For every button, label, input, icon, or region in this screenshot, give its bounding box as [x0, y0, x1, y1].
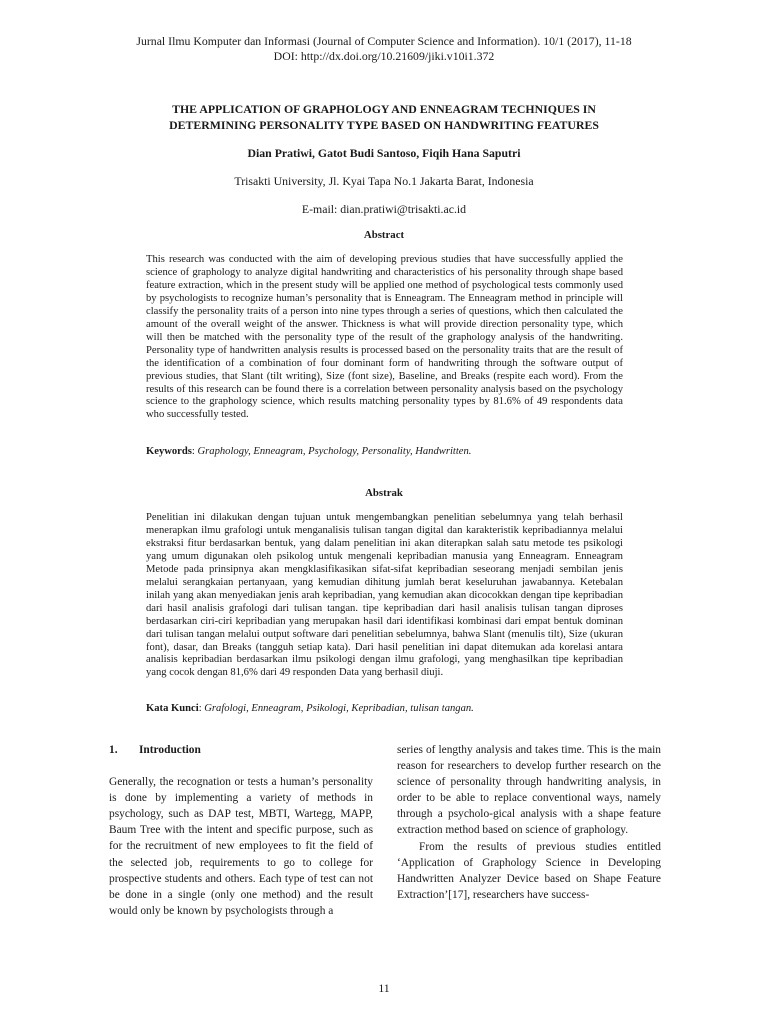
- abstract-text: This research was conducted with the aim of developing previous studies that have successfully applied the science of graphology to analyze digital handwriting and characteristics of his personality through shape based feature extraction, which in the present study will be applied one method of psychological tests commonly used by psychologists to recognize human’s personality that is Enneagram. The Enneagram method in principle will classify the personality traits of a person into nine types through a series of questions, which then calculated the amount of the overall weight of the answer. Thickness is what will provide direction personality type, which will then be matched with the personality type of the result of the graphology analysis of the handwriting. Personality type of handwritten analysis results is processed based on the personality traits that are the result of the identification of a combination of four dominant form of handwriting through the software output of previous studies, that Slant (tilt writing), Size (font size), Baseline, and Breaks (respite each word). From the results of this research can be found there is a correlation between personality analysis based on the psychology science to the graphology science, which results matching personality types by 81.6% of 49 respondents data who successfully tested.: [146, 254, 623, 421]
- running-header: [0, 34, 768, 64]
- intro-paragraph-1: Generally, the recognation or tests a human’s personality is done by implementing a variety of methods in psychology, such as DAP test, MBTI, Wartegg, MAPP, Baum Tree with the intent and specific purpose, such as for the recruitment of new employees to fit the field of the selected job, requirements to go to college for prospective students and others. Each type of test can not be done in a single (only one method) and the result would only be known by psychologists through a: [109, 776, 373, 917]
- title-line-2: DETERMINING PERSONALITY TYPE BASED ON HANDWRITING FEATURES: [169, 118, 599, 132]
- section-number: 1.: [109, 744, 118, 756]
- kata-kunci-label: Kata Kunci: [146, 703, 199, 714]
- paper-title: [120, 101, 648, 133]
- keywords-label: Keywords: [146, 446, 192, 457]
- author-list: Dian Pratiwi, Gatot Budi Santoso, Fiqih Hana Saputri: [247, 146, 521, 160]
- abstrak-keywords: Kata Kunci: Grafologi, Enneagram, Psikologi, Kepribadian, tulisan tangan.: [146, 703, 474, 714]
- abstrak-heading: Abstrak: [365, 487, 403, 499]
- author-email[interactable]: E-mail: dian.pratiwi@trisakti.ac.id: [301, 202, 467, 216]
- intro-paragraph-2: series of lengthy analysis and takes time. This is the main reason for researchers to develop further research on the science of personality through handwriting analysis, in order to be able to replace conventional ways, namely through a psycholo-gical analysis with a shape feature extraction method based on science of graphology.: [397, 744, 661, 837]
- title-line-1: THE APPLICATION OF GRAPHOLOGY AND ENNEAGRAM TECHNIQUES IN: [172, 102, 596, 116]
- right-column: [397, 742, 661, 903]
- section-heading-introduction: [109, 742, 373, 758]
- doi-link[interactable]: DOI: http://dx.doi.org/10.21609/jiki.v10i1.372: [273, 49, 495, 63]
- journal-citation: Jurnal Ilmu Komputer dan Informasi (Journal of Computer Science and Information). 10/1 (2017), 11-18: [136, 34, 632, 48]
- affiliation: Trisakti University, Jl. Kyai Tapa No.1 Jakarta Barat, Indonesia: [234, 174, 534, 188]
- section-title: Introduction: [139, 744, 201, 756]
- intro-paragraph-3: From the results of previous studies entitled ‘Application of Graphology Science in Developing Handwritten Analyzer Device based on Shape Feature Extraction’[17], researchers have success-: [397, 840, 661, 901]
- kata-kunci-list: Grafologi, Enneagram, Psikologi, Kepribadian, tulisan tangan.: [204, 703, 474, 714]
- keywords-list: Graphology, Enneagram, Psychology, Personality, Handwritten.: [197, 446, 472, 457]
- abstrak-text: Penelitian ini dilakukan dengan tujuan untuk mengembangkan penelitian sebelumnya yang telah berhasil menerapkan ilmu grafologi untuk menganalisis tulisan tangan digital dan karakteristik kepribadiannya melalui ekstraksi fitur berdasarkan bentuk, yang dalam penelitian ini akan diterapkan salah satu metode tes psikologi yang umum digunakan oleh psikolog untuk mengenali kepribadian manusia yang Enneagram. Enneagram Metode pada prinsipnya akan mengklasifikasikan sifat-sifat kepribadian seseorang menjadi sembilan jenis melalui serangkaian pertanyaan, yang kemudian dihitung jumlah berat keseluruhan jawabannya. Ketebalan inilah yang akan menyediakan jenis arah kepribadian, yang kemudian akan dicocokkan dengan tipe kepribadian dari hasil analisis grafologi dari tulisan tangan. tipe kepribadian dari hasil analisis tulisan tangan diproses berdasarkan ciri-ciri kepribadian yang merupakan hasil dari identifikasi kombinasi dari empat bentuk dominan dari tulisan tangan melalui output software dari penelitian sebelumnya, bahwa Slant (menulis tilt), Size (ukuran font), dasar, dan Breaks (tangguh setiap kata). Dari hasil penelitian ini dapat ditemukan ada korelasi antara analisis kepribadian berdasarkan ilmu psikologi dengan ilmu grafologi, yang menghasilkan tipe kepribadian yang cocok dengan 81,6% dari 49 responden Data yang berhasil diuji.: [146, 512, 623, 679]
- abstract-heading: Abstract: [363, 229, 405, 241]
- page-number: 11: [378, 981, 390, 995]
- abstract-keywords: Keywords: Graphology, Enneagram, Psychology, Personality, Handwritten.: [146, 446, 472, 457]
- left-column: [109, 742, 373, 919]
